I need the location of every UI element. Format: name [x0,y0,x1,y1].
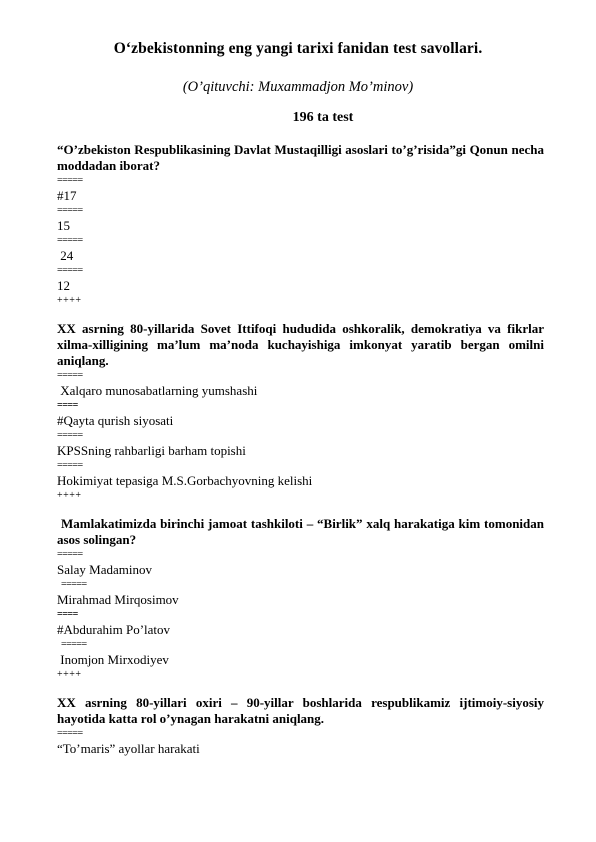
question-text: XX asrning 80-yillari oxiri – 90-yillar boshlarida respublikamiz ijtimoiy-siyosiy hayotida katta rol o’ynagan harakatni aniqlang. [57,695,544,726]
question-block [57,516,544,681]
answer-option: “To’maris” ayollar harakati [57,741,200,756]
answer-option: KPSSning rahbarligi barham topishi [57,443,246,458]
separator: ===== [57,370,83,381]
question-text: XX asrning 80-yillarida Sovet Ittifoqi hududida oshkoralik, demokratiya va fikrlar xilma-xilligining ma’lum ma’noda kuchayishiga imkonyat yaratib bergan omilni aniqlang. [57,321,544,368]
separator: ===== [57,175,83,186]
questions-list [57,142,544,757]
end-marker: ++++ [57,490,82,501]
separator: ===== [57,728,83,739]
question-text: “O’zbekiston Respublikasining Davlat Mustaqilligi asoslari to’g’risida”gi Qonun necha moddadan iborat? [57,142,544,173]
end-marker: ++++ [57,669,82,680]
answer-option: 24 [57,248,74,263]
answer-option: 12 [57,278,70,293]
answer-option: Xalqaro munosabatlarning yumshashi [57,383,258,398]
question-block [57,695,544,757]
document-author: (O’qituvchi: Muxammadjon Mo’minov) [182,79,414,95]
question-text: Mamlakatimizda birinchi jamoat tashkiloti – “Birlik” xalq harakatiga kim tomonidan asos solingan? [57,516,544,547]
separator: ===== [57,265,83,276]
separator: ===== [61,639,87,650]
separator: ===== [57,430,83,441]
answer-option: #17 [57,188,77,203]
separator: ==== [57,609,78,620]
separator: ===== [57,235,83,246]
answer-option: Mirahmad Mirqosimov [57,592,179,607]
answer-option: Inomjon Mirxodiyev [57,652,169,667]
separator: ==== [57,400,78,411]
separator: ===== [57,549,83,560]
separator: ===== [61,579,87,590]
answer-option: Hokimiyat tepasiga M.S.Gorbachyovning kelishi [57,473,313,488]
question-block [57,142,544,307]
answer-option: #Abdurahim Po’latov [57,622,171,637]
answer-option: #Qayta qurish siyosati [57,413,174,428]
answer-option: Salay Madaminov [57,562,152,577]
answer-option: 15 [57,218,70,233]
document-title: O‘zbekistonning eng yangi tarixi fanidan test savollari. [113,40,483,57]
separator: ===== [57,205,83,216]
separator: ===== [57,460,83,471]
end-marker: ++++ [57,295,82,306]
test-count: 196 ta test [292,110,354,125]
question-block [57,321,544,502]
